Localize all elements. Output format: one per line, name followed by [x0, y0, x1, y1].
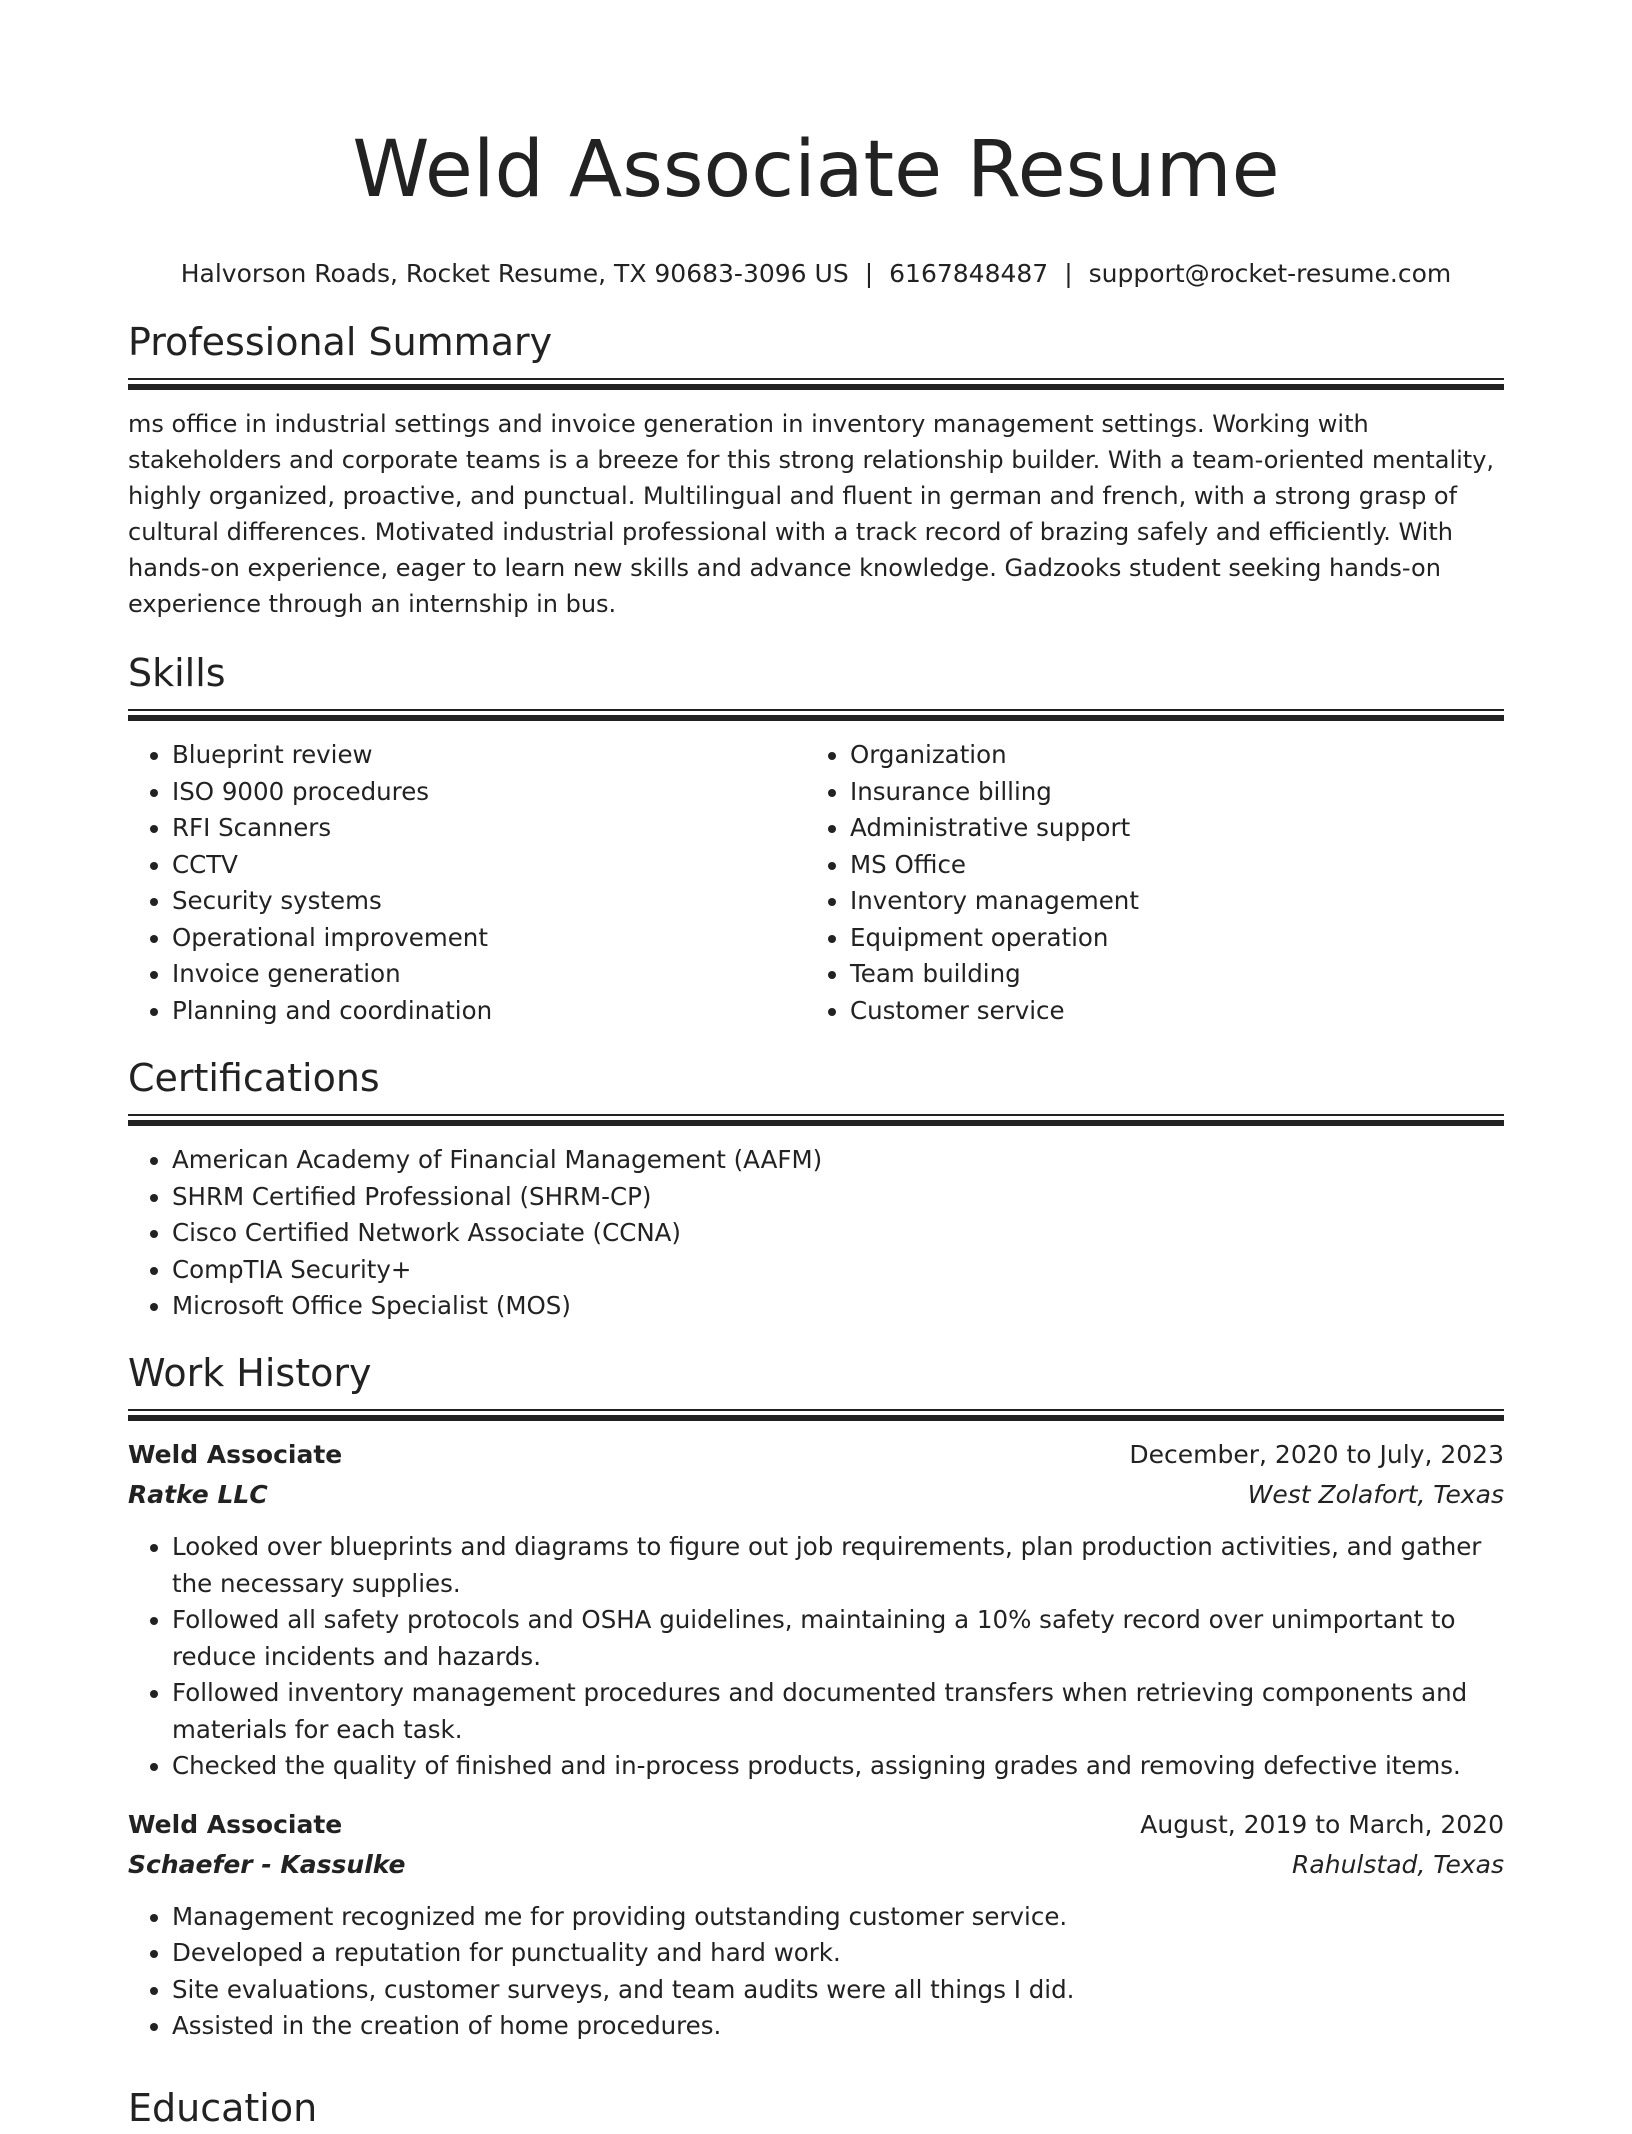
skill-item: • MS Office — [850, 847, 1484, 884]
section-education — [128, 2082, 1504, 2134]
skill-item: • Equipment operation — [850, 920, 1484, 957]
certification-item: • CompTIA Security+ — [172, 1252, 1504, 1289]
job-duty-item: • Followed all safety protocols and OSHA guidelines, maintaining a 10% safety record over unimportant to reduce incidents and hazards. — [172, 1602, 1504, 1675]
job-company: Ratke LLC — [128, 1480, 268, 1509]
job-duty-item: • Assisted in the creation of home procedures. — [172, 2008, 1504, 2045]
skill-item: • Security systems — [172, 883, 806, 920]
section-title-certifications: Certifications — [128, 1056, 380, 1100]
contact-separator: | — [1064, 259, 1073, 288]
section-divider — [128, 709, 1504, 723]
job-company-row — [128, 1845, 1504, 1885]
summary-text: ms office in industrial settings and invoice generation in inventory management settings. Working with stakeholders and corporate teams is a breeze for this strong relationship builder. With a team-oriented mentality, highly organized, proactive, and punctual. Multilingual and fluent in german and french, with a strong grasp of cultural differences. Motivated industrial professional with a track record of brazing safely and efficiently. With hands-on experience, eager to learn new skills and advance knowledge. Gadzooks student seeking hands-on experience through an internship in bus. — [128, 410, 1495, 618]
section-divider — [128, 378, 1504, 392]
job-duty-item: • Site evaluations, customer surveys, and team audits were all things I did. — [172, 1972, 1504, 2009]
skill-item: • CCTV — [172, 847, 806, 884]
job-company: Schaefer - Kassulke — [128, 1849, 406, 1879]
skill-item: • Team building — [850, 956, 1484, 993]
skill-item: • Customer service — [850, 993, 1484, 1030]
certifications-list — [128, 1142, 1504, 1325]
job-dates: August, 2019 to March, 2020 — [1140, 1809, 1504, 1839]
contact-address: Halvorson Roads, Rocket Resume, TX 90683-3096 US — [180, 259, 849, 288]
job-company-row — [128, 1475, 1504, 1515]
contact-separator: | — [864, 259, 874, 288]
skill-item: • Blueprint review — [172, 737, 806, 774]
job-entry — [128, 1435, 1504, 1785]
section-title-skills: Skills — [128, 651, 226, 695]
job-location: Rahulstad, Texas — [1292, 1849, 1504, 1879]
skill-item: • Organization — [850, 737, 1484, 774]
job-duties-list — [128, 1529, 1504, 1785]
job-duty-item: • Looked over blueprints and diagrams to figure out job requirements, plan production activities, and gather the necessary supplies. — [172, 1529, 1504, 1602]
section-professional-summary — [128, 316, 1504, 622]
skill-item: • RFI Scanners — [172, 810, 806, 847]
skills-list-left — [128, 737, 806, 1029]
skill-item: • Administrative support — [850, 810, 1484, 847]
resume-page — [128, 0, 1504, 2130]
certification-item: • Microsoft Office Specialist (MOS) — [172, 1288, 1504, 1325]
skill-item: • Invoice generation — [172, 956, 806, 993]
job-duties-list — [128, 1899, 1504, 2045]
skills-list-right — [806, 737, 1484, 1029]
job-duty-item: • Developed a reputation for punctuality and hard work. — [172, 1935, 1504, 1972]
job-title: Weld Associate — [128, 1809, 343, 1839]
certification-item: • SHRM Certified Professional (SHRM-CP) — [172, 1179, 1504, 1216]
skill-item: • Insurance billing — [850, 774, 1484, 811]
section-title-work-history: Work History — [128, 1351, 372, 1395]
skill-item: • Planning and coordination — [172, 993, 806, 1030]
job-header-row — [128, 1435, 1504, 1475]
section-divider — [128, 1409, 1504, 1423]
job-title: Weld Associate — [128, 1440, 343, 1469]
job-header-row — [128, 1805, 1504, 1845]
certification-item: • Cisco Certified Network Associate (CCNA) — [172, 1215, 1504, 1252]
section-divider — [128, 1114, 1504, 1128]
skills-grid — [128, 737, 1504, 1029]
section-work-history — [128, 1347, 1504, 2045]
section-title-education: Education — [128, 2086, 318, 2130]
job-duty-item: • Management recognized me for providing outstanding customer service. — [172, 1899, 1504, 1936]
skill-item: • ISO 9000 procedures — [172, 774, 806, 811]
contact-line — [128, 256, 1504, 292]
section-title-summary: Professional Summary — [128, 320, 553, 364]
section-skills — [128, 647, 1504, 1029]
contact-phone: 6167848487 — [889, 259, 1049, 288]
job-dates: December, 2020 to July, 2023 — [1129, 1440, 1504, 1469]
skill-item: • Inventory management — [850, 883, 1484, 920]
resume-title: Weld Associate Resume — [352, 125, 1280, 215]
section-certifications — [128, 1052, 1504, 1325]
job-duty-item: • Checked the quality of finished and in-process products, assigning grades and removing defective items. — [172, 1748, 1504, 1785]
job-location: West Zolafort, Texas — [1247, 1480, 1504, 1509]
certification-item: • American Academy of Financial Management (AAFM) — [172, 1142, 1504, 1179]
contact-email: support@rocket-resume.com — [1088, 259, 1452, 288]
job-duty-item: • Followed inventory management procedures and documented transfers when retrieving components and materials for each task. — [172, 1675, 1504, 1748]
job-entry — [128, 1805, 1504, 2045]
skill-item: • Operational improvement — [172, 920, 806, 957]
